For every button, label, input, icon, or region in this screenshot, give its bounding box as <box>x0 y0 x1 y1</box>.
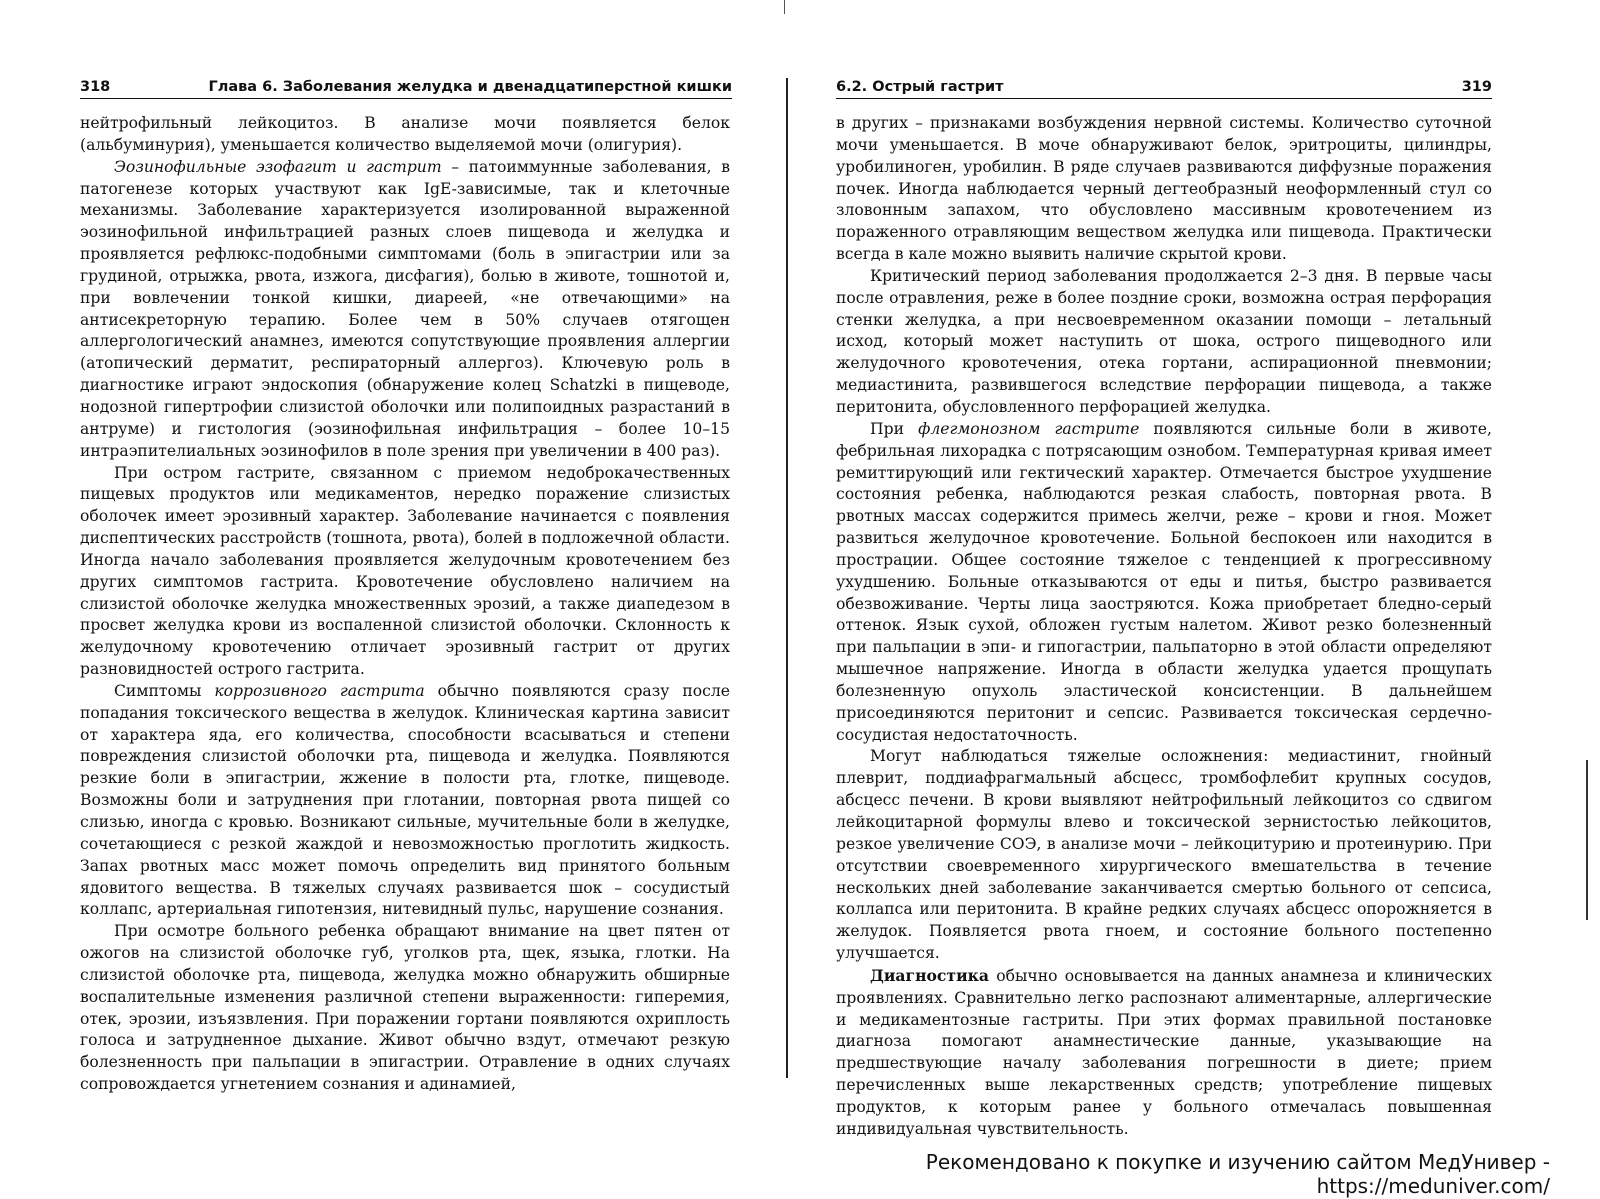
left-page <box>0 0 790 1199</box>
watermark-footer: Рекомендовано к покупке и изучению сайтом МедУнивер - https://meduniver.com/ <box>925 1150 1550 1198</box>
running-header-left <box>80 78 732 99</box>
chapter-title: Глава 6. Заболевания желудка и двенадцатиперстной кишки <box>208 79 732 95</box>
paragraph: Критический период заболевания продолжается 2–3 дня. В первые часы после отравления, реже в более поздние сроки, возможна острая перфорация стенки желудка, а при несвоевременном оказании помощи – летальный исход, который может наступить от шока, острого пищеводного или желудочного кровотечения, отека гортани, аспирационной пневмонии; медиастинита, развившегося вследствие перфорации пищевода, а также перитонита, обусловленного перфорацией желудка. <box>836 266 1492 416</box>
right-page-body <box>836 113 1492 1141</box>
paragraph: в других – признаками возбуждения нервной системы. Количество суточной мочи уменьшается. В моче обнаруживают белок, эритроциты, цилиндры, уробилиноген, уробилин. В ряде случаев развиваются диффузные поражения почек. Иногда наблюдается черный дегтеобразный неоформленный стул со зловонным запахом, что обусловлено массивным кровотечением из пораженного отравляющим веществом желудка или пищевода. Практически всегда в кале можно выявить наличие скрытой крови. <box>836 114 1492 264</box>
running-header-right <box>836 78 1492 99</box>
paragraph: При остром гастрите, связанном с приемом недоброкачественных пищевых продуктов или медикаментов, нередко поражение слизистых оболочек имеет эрозивный характер. Заболевание начинается с появления диспептических расстройств (тошнота, рвота), болей в подложечной области. Иногда начало заболевания проявляется желудочным кровотечением без других симптомов гастрита. Кровотечение обусловлено наличием на слизистой оболочке желудка множественных эрозий, а также диапедезом в просвет желудка крови из воспаленной слизистой оболочки. Склонность к желудочному кровотечению отличает эрозивный гастрит от других разновидностей острого гастрита. <box>80 463 730 679</box>
italic-term: флегмонозном гастрите <box>918 419 1140 438</box>
bold-term: Диагностика <box>870 965 989 985</box>
right-page <box>800 0 1600 1199</box>
page-number: 318 <box>80 79 111 95</box>
page-number: 319 <box>1461 79 1492 95</box>
paragraph: Симптомы коррозивного гастрита обычно появляются сразу после попадания токсического вещества в желудок. Клиническая картина зависит от характера яда, его количества, способности всасываться и степени повреждения слизистой оболочки рта, пищевода и желудка. Появляются резкие боли в эпигастрии, жжение в полости рта, глотке, пищеводе. Возможны боли и затруднения при глотании, повторная рвота пищей со слизью, иногда с кровью. Возникают сильные, мучительные боли в желудке, сочетающиеся с резкой жаждой и невозможностью проглотить жидкость. Запах рвотных масс может помочь определить вид принятого больным ядовитого вещества. В тяжелых случаях развивается шок – сосудистый коллапс, артериальная гипотензия, нитевидный пульс, нарушение сознания. <box>80 681 730 919</box>
page-gutter-divider <box>786 78 788 1078</box>
left-page-body <box>80 113 730 1096</box>
paragraph: При флегмонозном гастрите появляются сильные боли в животе, фебрильная лихорадка с потрясающим ознобом. Температурная кривая имеет ремиттирующий или гектический характер. Отмечается быстрое ухудшение состояния ребенка, наблюдаются резкая слабость, повторная рвота. В рвотных массах содержится примесь желчи, реже – крови и гноя. Может развиться желудочное кровотечение. Больной беспокоен или находится в прострации. Общее состояние тяжелое с тенденцией к прогрессивному ухудшению. Больные отказываются от еды и питья, быстро развивается обезвоживание. Черты лица заостряются. Кожа приобретает бледно-серый оттенок. Язык сухой, обложен густым налетом. Живот резко болезненный при пальпации в эпи- и гипогастрии, пальпаторно в этой области определяют мышечное напряжение. Иногда в области желудка удается прощупать болезненную опухоль эластической консистенции. В дальнейшем присоединяются перитонит и сепсис. Развивается токсическая сердечно-сосудистая недостаточность. <box>836 419 1492 744</box>
paragraph: нейтрофильный лейкоцитоз. В анализе мочи появляется белок (альбуминурия), уменьшается количество выделяемой мочи (олигурия). <box>80 114 730 154</box>
paragraph: Диагностика обычно основывается на данных анамнеза и клинических проявлениях. Сравнительно легко распознают алиментарные, аллергические и медикаментозные гастриты. При этих формах правильной постановке диагноза помогают анамнестические данные, указывающие на предшествующие началу заболевания погрешности в диете; прием перечисленных выше лекарственных средств; употребление пищевых продуктов, к которым ранее у больного отмечалась повышенная индивидуальная чувствительность. <box>836 965 1492 1138</box>
paragraph: Эозинофильные эзофагит и гастрит – патоиммунные заболевания, в патогенезе которых участвуют как IgE-зависимые, так и клеточные механизмы. Заболевание характеризуется изолированной выраженной эозинофильной инфильтрацией разных слоев пищевода и желудка и проявляется рефлюкс-подобными симптомами (боль в эпигастрии или за грудиной, отрыжка, рвота, изжога, дисфагия), болью в животе, тошнотой и, при вовлечении тонкой кишки, диареей, «не отвечающими» на антисекреторную терапию. Более чем в 50% случаев отягощен аллергологический анамнез, имеются сопутствующие проявления аллергии (атопический дерматит, респираторный аллергоз). Ключевую роль в диагностике играют эндоскопия (обнаружение колец Schatzki в пищеводе, нодозной гипертрофии слизистой оболочки или полипоидных разрастаний в антруме) и гистология (эозинофильная инфильтрация – более 10–15 интраэпителиальных эозинофилов в поле зрения при увеличении в 400 раз). <box>80 157 730 460</box>
page-edge-mark <box>1586 760 1588 920</box>
italic-term: Эозинофильные эзофагит и гастрит <box>114 157 442 176</box>
paragraph: Могут наблюдаться тяжелые осложнения: медиастинит, гнойный плеврит, поддиафрагмальный абсцесс, тромбофлебит крупных сосудов, абсцесс печени. В крови выявляют нейтрофильный лейкоцитоз со сдвигом лейкоцитарной формулы влево и токсической зернистостью лейкоцитов, резкое увеличение СОЭ, в анализе мочи – лейкоцитурию и протеинурию. При отсутствии своевременного хирургического вмешательства в течение нескольких дней заболевание заканчивается смертью больного от сепсиса, коллапса или перитонита. В крайне редких случаях абсцесс опорожняется в желудок. Появляется рвота гноем, и состояние больного постепенно улучшается. <box>836 747 1492 963</box>
section-title: 6.2. Острый гастрит <box>836 79 1004 95</box>
italic-term: коррозивного гастрита <box>214 681 425 700</box>
paragraph: При осмотре больного ребенка обращают внимание на цвет пятен от ожогов на слизистой оболочке губ, уголков рта, щек, языка, глотки. На слизистой оболочке рта, пищевода, желудка можно обнаружить обширные воспалительные изменения различной степени выраженности: гиперемия, отек, эрозии, изъязвления. При поражении гортани появляются охриплость голоса и затрудненное дыхание. Живот обычно вздут, отмечают резкую болезненность при пальпации в эпигастрии. Отравление в одних случаях сопровождается угнетением сознания и адинамией, <box>80 922 730 1094</box>
